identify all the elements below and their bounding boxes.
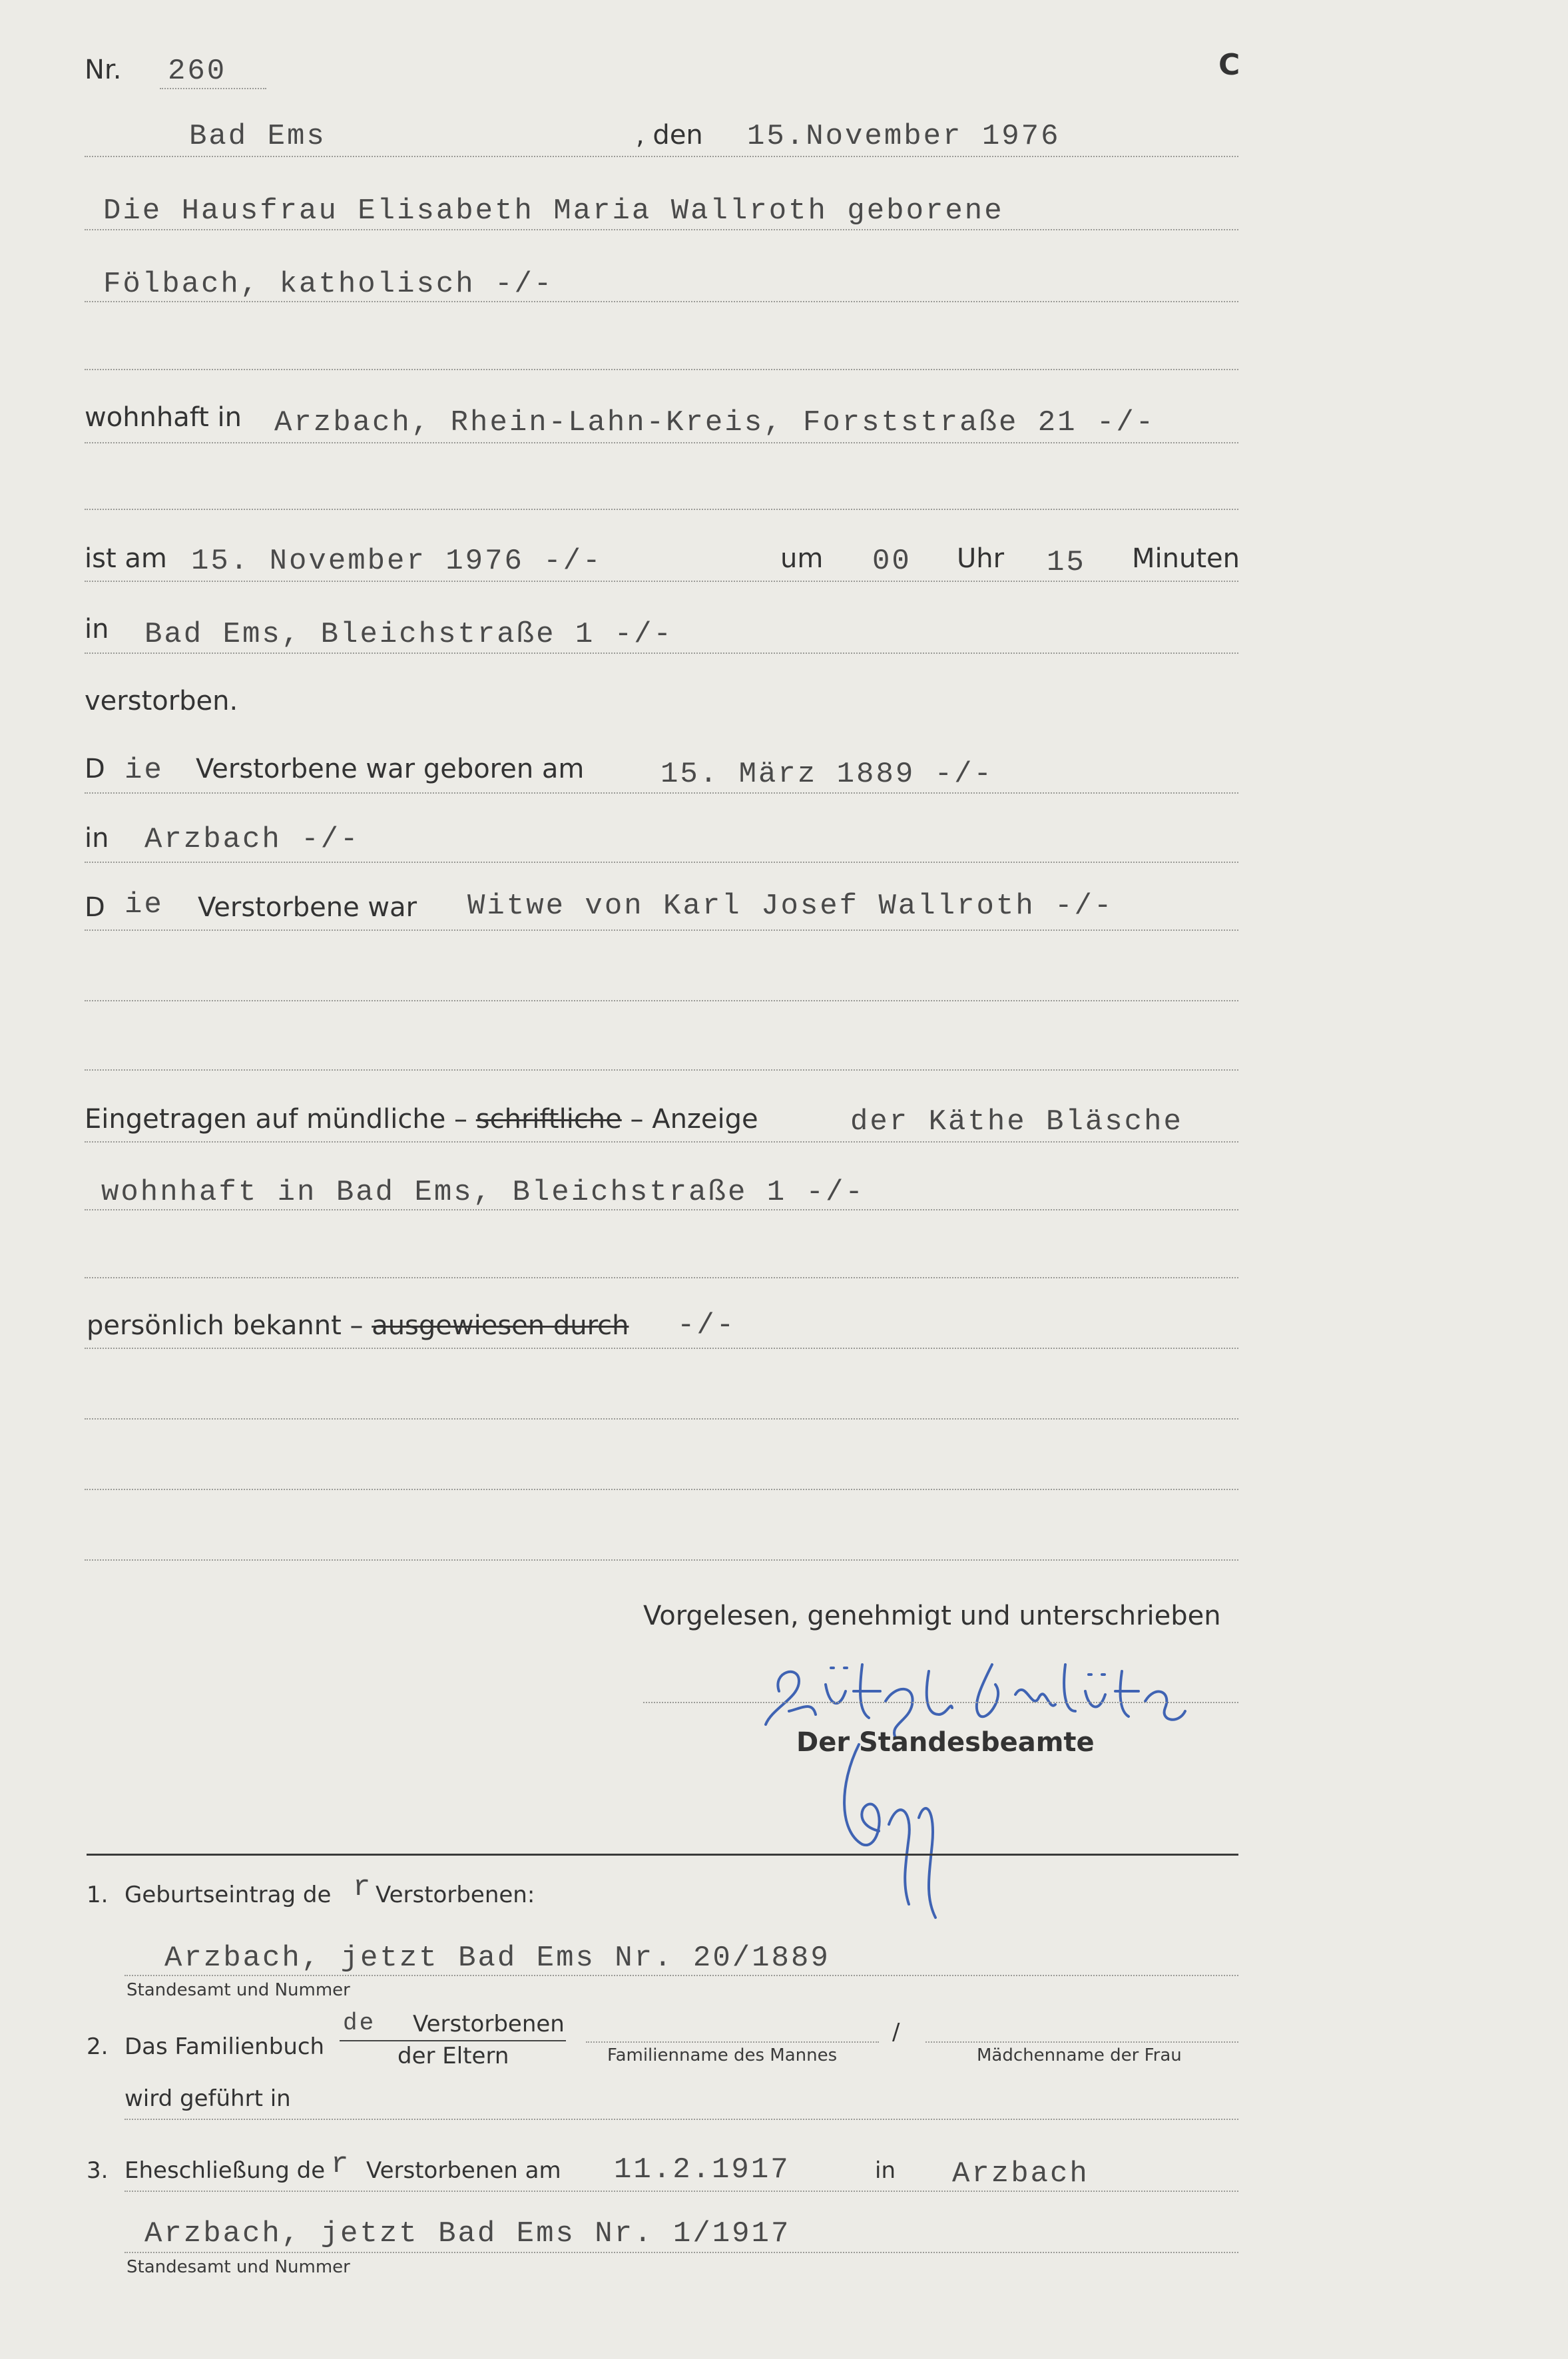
note-1-label: Geburtseintrag de (125, 1882, 332, 1908)
section-divider (87, 1854, 1238, 1856)
record-date: 15.November 1976 (747, 120, 1061, 153)
rule (125, 1975, 1238, 1976)
informant-address: wohnhaft in Bad Ems, Bleichstraße 1 -/- (101, 1176, 865, 1209)
rule (85, 509, 1238, 510)
rule (85, 1000, 1238, 1001)
marital-ie-typed: ie (125, 888, 164, 921)
minuten-label: Minuten (1132, 543, 1240, 574)
person-line-1: Die Hausfrau Elisabeth Maria Wallroth geborene (103, 194, 1004, 228)
note-3-suffix: r (331, 2148, 351, 2181)
note-3-number: 3. (87, 2157, 109, 2184)
note-2-slash: / (892, 2019, 900, 2045)
husband-name-caption: Familienname des Mannes (607, 2045, 838, 2065)
rule (85, 581, 1238, 582)
note-3-in-label: in (875, 2157, 896, 2184)
informant-label-end: – Anzeige (630, 1104, 758, 1135)
note-1-label-end: Verstorbenen: (376, 1882, 535, 1908)
rule (85, 1277, 1238, 1278)
read-approved-signed-label: Vorgelesen, genehmigt und unterschrieben (643, 1601, 1221, 1631)
rule (85, 653, 1238, 654)
birth-label: Verstorbene war geboren am (196, 754, 585, 784)
marriage-date: 11.2.1917 (614, 2153, 790, 2187)
rule (125, 2191, 1238, 2192)
rule (125, 2252, 1238, 2253)
marriage-entry-reference: Arzbach, jetzt Bad Ems Nr. 1/1917 (144, 2217, 791, 2250)
rule (160, 88, 266, 89)
known-label: persönlich bekannt – (87, 1310, 364, 1341)
note-2-label: Das Familienbuch (125, 2033, 325, 2060)
note-2-fraction-top-typed: de (343, 2009, 376, 2037)
identification-line (87, 1310, 629, 1341)
rule (85, 929, 1238, 931)
birth-place-label: in (85, 823, 109, 854)
registrar-signature (826, 1731, 959, 1924)
note-3-caption: Standesamt und Nummer (127, 2257, 350, 2277)
death-date-label: ist am (85, 543, 167, 574)
marriage-place: Arzbach (952, 2157, 1089, 2191)
note-2-fraction-top: Verstorbenen (413, 2011, 565, 2037)
birth-d-label: D (85, 754, 105, 784)
birth-date: 15. März 1889 -/- (660, 758, 993, 791)
uhr-label: Uhr (957, 543, 1005, 574)
birth-place: Arzbach -/- (144, 823, 360, 856)
note-3-label: Eheschließung de (125, 2157, 326, 2184)
note-1-caption: Standesamt und Nummer (127, 1980, 350, 2000)
rule (85, 156, 1238, 157)
rule (85, 1209, 1238, 1210)
birth-entry-reference: Arzbach, jetzt Bad Ems Nr. 20/1889 (164, 1942, 830, 1975)
rule (85, 1418, 1238, 1420)
nr-label: Nr. (85, 55, 122, 85)
rule (85, 369, 1238, 370)
rule (85, 792, 1238, 794)
note-2-number: 2. (87, 2033, 109, 2060)
corner-letter: C (1218, 48, 1240, 82)
note-2-fraction-bottom: der Eltern (397, 2043, 509, 2069)
rule (85, 301, 1238, 302)
record-number: 260 (168, 55, 227, 88)
marital-value: Witwe von Karl Josef Wallroth -/- (467, 890, 1114, 923)
rule (85, 1141, 1238, 1143)
wife-name-field (925, 2041, 1238, 2043)
um-label: um (780, 543, 824, 574)
informant-name: der Käthe Bläsche (850, 1105, 1183, 1139)
informant-line (85, 1104, 758, 1135)
marital-label: Verstorbene war (198, 892, 417, 923)
known-struck-option: ausgewiesen durch (372, 1310, 629, 1341)
record-place: Bad Ems (189, 120, 326, 153)
note-1-suffix: r (353, 1871, 373, 1904)
registrar-label: Der Standesbeamte (796, 1727, 1095, 1758)
informant-struck-option: schriftliche (475, 1104, 622, 1135)
person-line-2: Fölbach, katholisch -/- (103, 268, 554, 301)
residence-value: Arzbach, Rhein-Lahn-Kreis, Forststraße 21 -/- (274, 406, 1156, 439)
death-place-label: in (85, 614, 109, 645)
marital-d-label: D (85, 892, 105, 923)
rule (85, 442, 1238, 443)
note-2-label-end: wird geführt in (125, 2085, 291, 2112)
death-place: Bad Ems, Bleichstraße 1 -/- (144, 618, 673, 651)
rule (85, 862, 1238, 863)
death-minutes: 15 (1047, 546, 1086, 579)
wife-name-caption: Mädchenname der Frau (977, 2045, 1182, 2065)
fraction-line (340, 2040, 566, 2041)
rule (125, 2119, 1238, 2120)
note-3-label-mid: Verstorbenen am (366, 2157, 561, 2184)
death-hour: 00 (872, 545, 912, 578)
birth-ie-typed: ie (125, 754, 164, 787)
signature-rule (643, 1702, 1238, 1703)
den-label: , den (636, 120, 703, 150)
rule (85, 1348, 1238, 1349)
rule (85, 1489, 1238, 1490)
death-date: 15. November 1976 -/- (191, 545, 603, 578)
rule (85, 1559, 1238, 1561)
rule (85, 1069, 1238, 1071)
known-value: -/- (677, 1309, 736, 1342)
verstorben-label: verstorben. (85, 686, 238, 716)
note-1-number: 1. (87, 1882, 109, 1908)
husband-name-field (586, 2041, 879, 2043)
residence-label: wohnhaft in (85, 402, 242, 433)
rule (85, 229, 1238, 230)
informant-label-start: Eingetragen auf mündliche – (85, 1104, 468, 1135)
